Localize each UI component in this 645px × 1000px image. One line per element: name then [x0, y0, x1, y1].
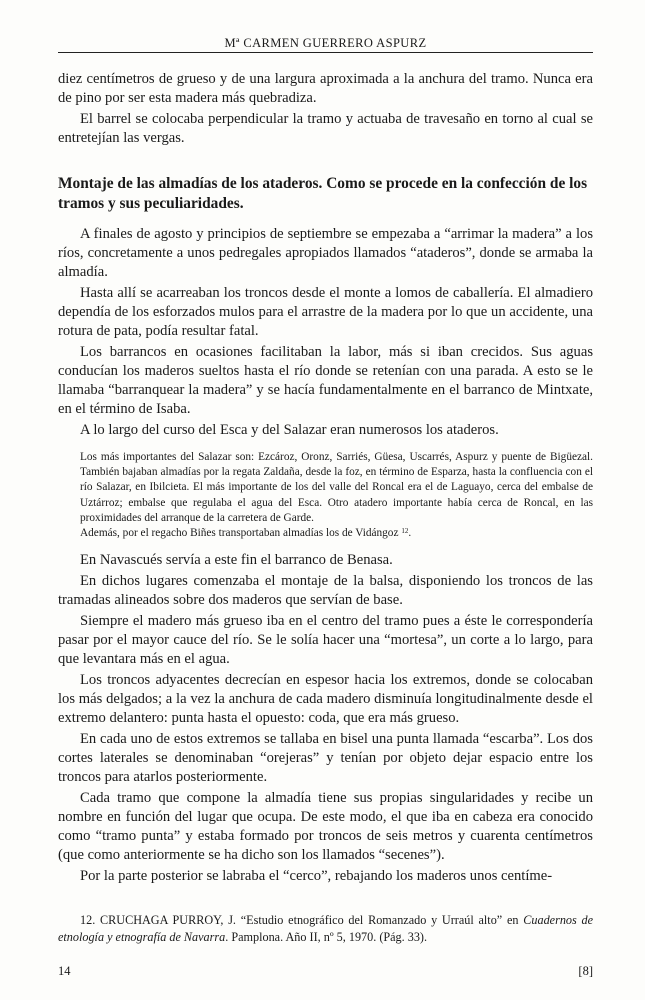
- block-quote: [80, 450, 593, 541]
- footnote-ref: 12: [401, 527, 409, 536]
- paragraph: A lo largo del curso del Esca y del Salazar eran numerosos los ataderos.: [80, 422, 499, 438]
- paragraph: Los barrancos en ocasiones facilitaban la labor, más si iban crecidos. Sus aguas conducían los maderos sueltos hasta el río donde se retenían con una parada. A esto se le llamaba “barranquear la madera” y se hacía fundamentalmente en el barranco de Mintxate, en el término de Isaba.: [58, 344, 593, 417]
- paragraph: A finales de agosto y principios de septiembre se empezaba a “arrimar la madera” a los ríos, concretamente a unos pedregales apropiados llamados “ataderos”, donde se armaba la almadía.: [58, 226, 593, 280]
- paragraph: Siempre el madero más grueso iba en el centro del tramo pues a éste le correspondería pasar por el mayor cauce del río. Se le solía hacer una “mortesa”, un corte a lo largo, para que levantara más en el agua.: [58, 613, 593, 668]
- footnote: [58, 912, 593, 945]
- running-header: Mª CARMEN GUERRERO ASPURZ: [224, 36, 427, 50]
- quote-end-punct: .: [408, 527, 412, 540]
- quote-last-line-text: Además, por el regacho Biñes transportaban almadías los de Vidángoz: [80, 527, 399, 540]
- paragraph: Por la parte posterior se labraba el “cerco”, rebajando los maderos unos centíme-: [80, 868, 553, 885]
- paragraph: Los troncos adyacentes decrecían en espesor hacia los extremos, donde se colocaban los más delgados; a la vez la anchura de cada madero disminuía longitudinalmente desde el extremo delantero: punta hasta el opuesto: coda, que era más grueso.: [58, 672, 593, 727]
- paragraph: Hasta allí se acarreaban los troncos desde el monte a lomos de caballería. El almadiero dependía de los esforzados mulos para el arrastre de la madera por lo que un accidente, una rotura de pata, podía resultar fatal.: [58, 285, 593, 339]
- section-heading: Montaje de las almadías de los ataderos. Como se procede en la confección de los tramos y sus peculiaridades.: [58, 175, 588, 212]
- paragraph: En cada uno de estos extremos se tallaba en bisel una punta llamada “escarba”. Los dos cortes laterales se denominaban “orejeras” y tenían por objeto dejar espacio entre los troncos para atarlos posteriormente.: [58, 731, 593, 786]
- bracket-page-number: [8]: [578, 964, 593, 978]
- paragraph: En Navascués servía a este fin el barranco de Benasa.: [80, 552, 393, 569]
- paragraph: El barrel se colocaba perpendicular la tramo y actuaba de travesaño en torno al cual se entretejían las vergas.: [58, 111, 593, 146]
- footnote-journal: Cuadernos de etnología y etnografía de Navarra: [58, 913, 594, 944]
- page-number: 14: [58, 964, 71, 978]
- footnote-text-after: . Pamplona. Año II, nº 5, 1970. (Pág. 33).: [225, 929, 428, 944]
- quote-last-line: [80, 526, 593, 541]
- paragraph: Cada tramo que compone la almadía tiene sus propias singularidades y recibe un nombre en función del lugar que ocupa. De este modo, el que iba en cabeza era conocido como “tramo punta” y estaba formado por troncos de seis metros y cuarenta centímetros (que como anteriormente se ha dicho son los llamados “secenes”).: [58, 790, 593, 864]
- footnote-number: 12.: [80, 913, 96, 927]
- header-rule: [58, 52, 593, 53]
- footnote-text: CRUCHAGA PURROY, J. “Estudio etnográfico del Romanzado y Urraúl alto” en: [100, 913, 519, 927]
- paragraph: diez centímetros de grueso y de una largura aproximada a la anchura del tramo. Nunca era de pino por ser esta madera más quebradiza.: [58, 71, 593, 106]
- quote-text: Los más importantes del Salazar son: Ezcároz, Oronz, Sarriés, Güesa, Uscarrés, Aspurz y puente de Bigüezal. También bajaban almadías por la regata Zaldaña, desde la foz, en término de Esparza, hasta la confluencia con el río Salazar, en Ibilcieta. El más importante de los del valle del Roncal era el de Laguayo, cerca del embalse de Uztárroz; embalse que regulaba el agua del Esca. Otro atadero importante había cerca de Roncal, en las proximidades del arranque de la carretera de Garde.: [80, 451, 593, 524]
- body-text: [58, 70, 593, 888]
- paragraph: En dichos lugares comenzaba el montaje de la balsa, disponiendo los troncos de las tramadas alineados sobre dos maderos que servían de base.: [58, 573, 593, 609]
